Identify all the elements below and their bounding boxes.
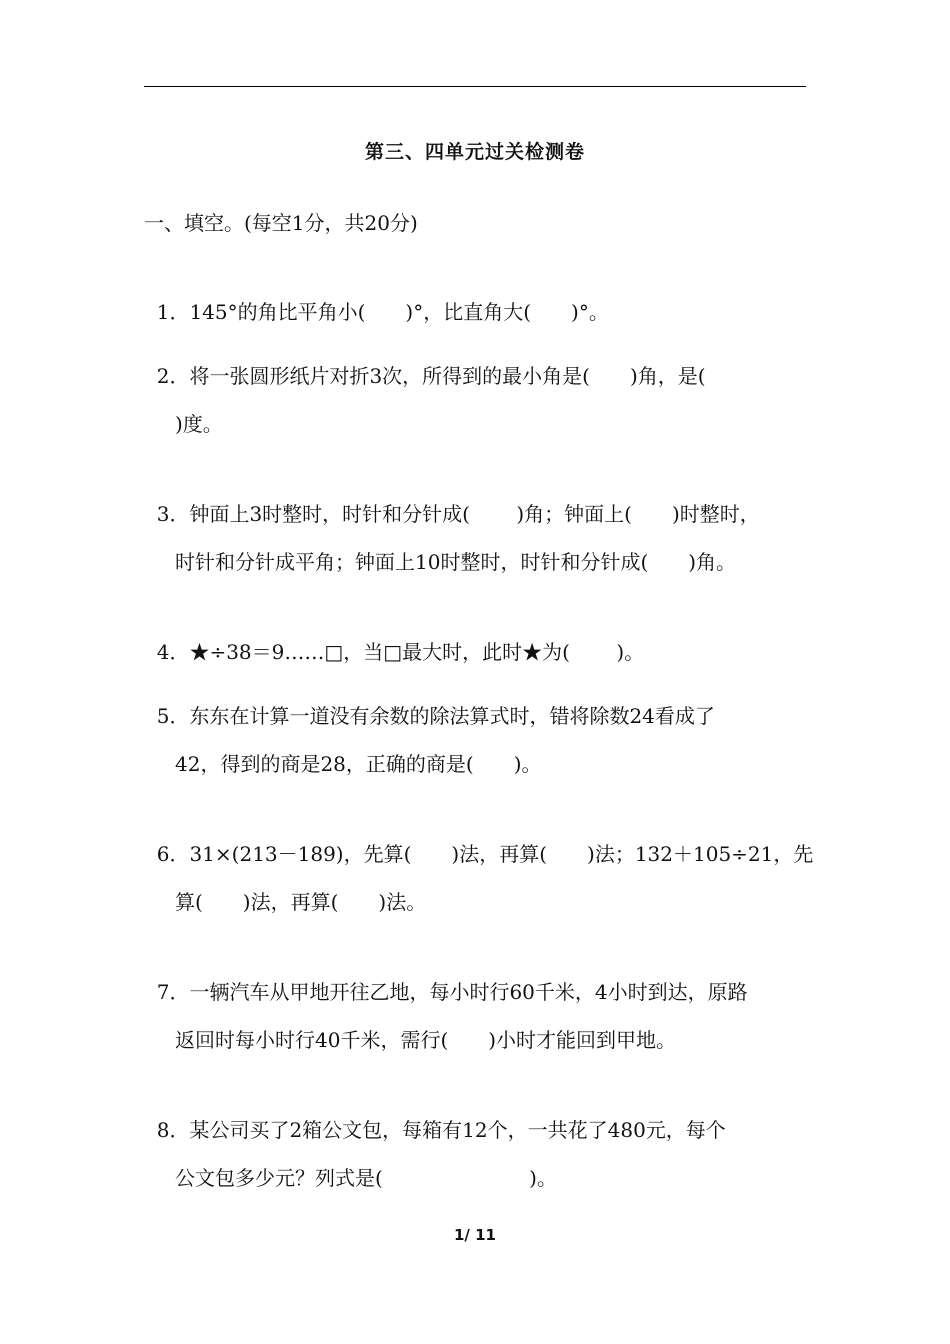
question-text: 145°的角比平角小( )°，比直角大( )°。	[189, 300, 609, 324]
question-number: 6．	[156, 842, 190, 866]
question-3-cont: 时针和分针成平角；钟面上10时整时，时针和分针成( )角。	[175, 550, 737, 574]
question-number: 1．	[156, 300, 190, 324]
question-1	[144, 273, 609, 325]
question-6	[144, 815, 813, 867]
question-7	[144, 953, 748, 1005]
question-number: 3．	[156, 502, 190, 526]
question-text: 将一张圆形纸片对折3次，所得到的最小角是( )角，是(	[189, 364, 706, 388]
header-rule	[144, 86, 806, 87]
question-text: 钟面上3时整时，时针和分针成( )角；钟面上( )时整时，	[189, 502, 760, 526]
question-number: 8．	[156, 1118, 190, 1142]
question-2	[144, 337, 706, 389]
question-text: ★÷38＝9……□，当□最大时，此时★为( )。	[189, 640, 645, 664]
question-5	[144, 677, 715, 729]
question-text: 31×(213－189)，先算( )法，再算( )法；132＋105÷21，先	[189, 842, 814, 866]
page-number: 1/ 11	[453, 1226, 496, 1244]
question-7-cont: 返回时每小时行40千米，需行( )小时才能回到甲地。	[175, 1028, 677, 1052]
question-3	[144, 475, 760, 527]
question-8-cont: 公文包多少元？列式是( )。	[175, 1166, 557, 1190]
question-8	[144, 1091, 726, 1143]
question-4	[144, 613, 644, 665]
page-title: 第三、四单元过关检测卷	[364, 141, 585, 163]
question-text: 一辆汽车从甲地开往乙地，每小时行60千米，4小时到达，原路	[189, 980, 748, 1004]
question-number: 5．	[156, 704, 190, 728]
section-heading: 一、填空。(每空1分，共20分)	[144, 211, 418, 235]
question-5-cont: 42，得到的商是28，正确的商是( )。	[175, 752, 542, 776]
question-text: 某公司买了2箱公文包，每箱有12个，一共花了480元，每个	[189, 1118, 726, 1142]
question-2-cont: )度。	[175, 412, 223, 436]
question-number: 4．	[156, 640, 190, 664]
question-number: 7．	[156, 980, 190, 1004]
question-text: 东东在计算一道没有余数的除法算式时，错将除数24看成了	[189, 704, 715, 728]
question-number: 2．	[156, 364, 190, 388]
question-6-cont: 算( )法，再算( )法。	[175, 890, 427, 914]
